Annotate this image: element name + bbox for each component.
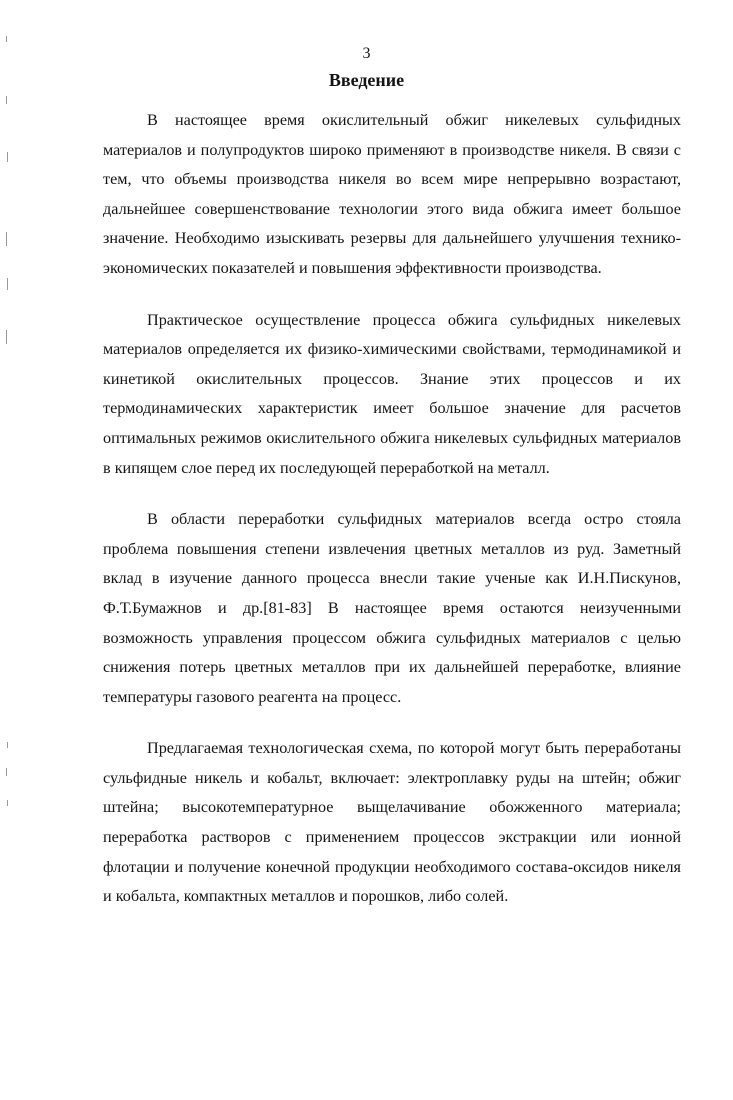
section-heading: Введение (328, 70, 405, 90)
page-number: 3 (362, 45, 371, 62)
paragraph-4: Предлагаемая технологическая схема, по которой могут быть переработаны сульфидные никель и кобальт, включает: электроплавку руды на штейн; обжиг штейна; высокотемпературное выщелачивание обожженного материала; переработка растворов с применением процессов экстракции или ионной флотации и получение конечной продукции необходимого состава-оксидов никеля и кобальта, компактных металлов и порошков, либо солей. (103, 739, 681, 906)
body-text (103, 106, 681, 934)
paragraph-2: Практическое осуществление процесса обжига сульфидных никелевых материалов определяется их физико-химическими свойствами, термодинамикой и кинетикой окислительных процессов. Знание этих процессов и их термодинамических характеристик имеет большое значение для расчетов оптимальных режимов окислительного обжига никелевых сульфидных материалов в кипящем слое перед их последующей переработкой на металл. (103, 310, 681, 477)
paragraph-1: В настоящее время окислительный обжиг никелевых сульфидных материалов и полупродуктов широко применяют в производстве никеля. В связи с тем, что объемы производства никеля во всем мире непрерывно возрастают, дальнейшее совершенствование технологии этого вида обжига имеет большое значение. Необходимо изыскивать резервы для дальнейшего улучшения технико-экономических показателей и повышения эффективности производства. (103, 111, 681, 277)
scan-speck (7, 152, 8, 162)
scan-speck (7, 800, 8, 806)
scan-speck (6, 330, 7, 344)
scan-speck (6, 232, 7, 246)
scan-speck (7, 278, 8, 290)
scan-speck (6, 36, 7, 42)
scan-speck (7, 742, 8, 748)
scan-speck (6, 768, 7, 776)
paragraph-3: В области переработки сульфидных материалов всегда остро стояла проблема повышения степени извлечения цветных металлов из руд. Заметный вклад в изучение данного процесса внесли такие ученые как И.Н.Пискунов, Ф.Т.Бумажнов и др.[81-83] В настоящее время остаются неизученными возможность управления процессом обжига сульфидных материалов с целью снижения потерь цветных металлов при их дальнейшей переработке, влияние температуры газового реагента на процесс. (103, 510, 681, 706)
scan-speck (6, 96, 7, 104)
